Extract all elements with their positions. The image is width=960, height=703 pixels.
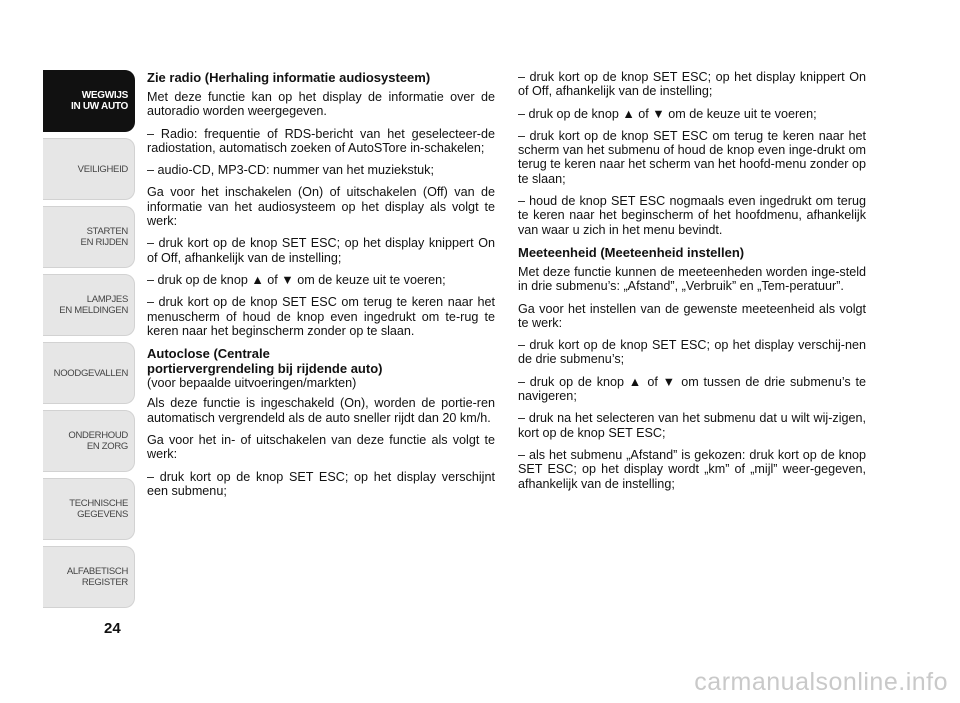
paragraph: – druk op de knop ▲ of ▼ om tussen de drie submenu’s te navigeren; <box>518 374 866 404</box>
paragraph: – druk op de knop ▲ of ▼ om de keuze uit te voeren; <box>518 106 817 121</box>
tab-lampjes-en-meldingen[interactable] <box>43 274 135 336</box>
tab-label: VEILIGHEID <box>77 163 128 175</box>
paragraph: Als deze functie is ingeschakeld (On), worden de portie-ren automatisch vergrendeld als de auto sneller rijdt dan 20 km/h. <box>147 396 495 425</box>
paragraph: Ga voor het inschakelen (On) of uitschakelen (Off) van de informatie van het audiosysteem op het display als volgt te werk: <box>147 185 495 229</box>
tab-label: ONDERHOUD EN ZORG <box>68 430 128 452</box>
tab-label: WEGWIJS IN UW AUTO <box>71 90 128 112</box>
tab-technische-gegevens[interactable] <box>43 478 135 540</box>
paragraph: – audio-CD, MP3-CD: nummer van het muziekstuk; <box>147 163 434 178</box>
section-heading-meeteenheid: Meeteenheid (Meeteenheid instellen) <box>518 244 745 260</box>
section-heading-radio: Zie radio (Herhaling informatie audiosysteem) <box>147 70 431 85</box>
heading-line: Autoclose (Centrale <box>147 346 270 362</box>
page-number: 24 <box>104 620 121 637</box>
paragraph: – druk kort op de knop SET ESC om terug te keren naar het menuscherm of houd de knop even ingedrukt om te-rug te keren naar het beginscherm zonder op te slaan. <box>147 295 495 338</box>
right-column <box>518 70 866 499</box>
tab-label: NOODGEVALLEN <box>53 367 128 379</box>
paragraph: – druk kort op de knop SET ESC; op het display knippert On of Off, afhankelijk van de instelling; <box>147 236 495 265</box>
paragraph: – als het submenu „Afstand” is gekozen: druk kort op de knop SET ESC; op het display wordt „km” of „mijl” weer-gegeven, afhankelijk van de instelling; <box>518 447 866 491</box>
tab-label: ALFABETISCH REGISTER <box>66 566 128 588</box>
paragraph: – Radio: frequentie of RDS-bericht van het geselecteer-de radiostation, automatisch zoeken of AutoSTore in-schakelen; <box>147 126 495 155</box>
tab-alfabetisch-register[interactable] <box>43 546 135 608</box>
tab-noodgevallen[interactable] <box>43 342 135 404</box>
paragraph: – druk kort op de knop SET ESC; op het display verschijnt een submenu; <box>147 469 495 498</box>
paragraph: Met deze functie kan op het display de informatie over de autoradio worden weergegeven. <box>147 90 495 119</box>
tab-starten-en-rijden[interactable] <box>43 206 135 268</box>
paragraph: – druk kort op de knop SET ESC; op het display verschij-nen de drie submenu’s; <box>518 338 866 367</box>
tab-label: STARTEN EN RIJDEN <box>80 226 128 248</box>
tab-onderhoud-en-zorg[interactable] <box>43 410 135 472</box>
paragraph: Met deze functie kunnen de meeteenheden worden inge-steld in drie submenu’s: „Afstand”, „Verbruik” en „Tem-peratuur”. <box>518 264 866 294</box>
heading-line: portiervergrendeling bij rijdende auto) <box>147 361 383 377</box>
left-column <box>147 70 495 506</box>
paragraph: – druk na het selecteren van het submenu dat u wilt wij-zigen, kort op de knop SET ESC; <box>518 411 866 440</box>
tab-wegwijs-in-uw-auto[interactable] <box>43 70 135 132</box>
paragraph: Ga voor het in- of uitschakelen van deze functie als volgt te werk: <box>147 433 495 462</box>
tab-label: LAMPJES EN MELDINGEN <box>59 294 128 316</box>
watermark: carmanualsonline.info <box>694 668 948 696</box>
paragraph: – druk kort op de knop SET ESC; op het display knippert On of Off, afhankelijk van de instelling; <box>518 70 866 99</box>
heading-subtitle: (voor bepaalde uitvoeringen/markten) <box>147 376 357 391</box>
section-heading-autoclose <box>147 346 495 376</box>
paragraph: – houd de knop SET ESC nogmaals even ingedrukt om terug te keren naar het beginscherm of het hoofdmenu, afhankelijk van waar u zich in het menu bevindt. <box>518 194 866 237</box>
tab-label: TECHNISCHE GEGEVENS <box>69 498 128 520</box>
paragraph: – druk op de knop ▲ of ▼ om de keuze uit te voeren; <box>147 272 446 287</box>
paragraph: – druk kort op de knop SET ESC om terug te keren naar het scherm van het submenu of houd de knop even inge-drukt om terug te keren naar het scherm van het hoofd-menu zonder op te slaan; <box>518 128 866 186</box>
paragraph: Ga voor het instellen van de gewenste meeteenheid als volgt te werk: <box>518 301 866 330</box>
tab-veiligheid[interactable] <box>43 138 135 200</box>
